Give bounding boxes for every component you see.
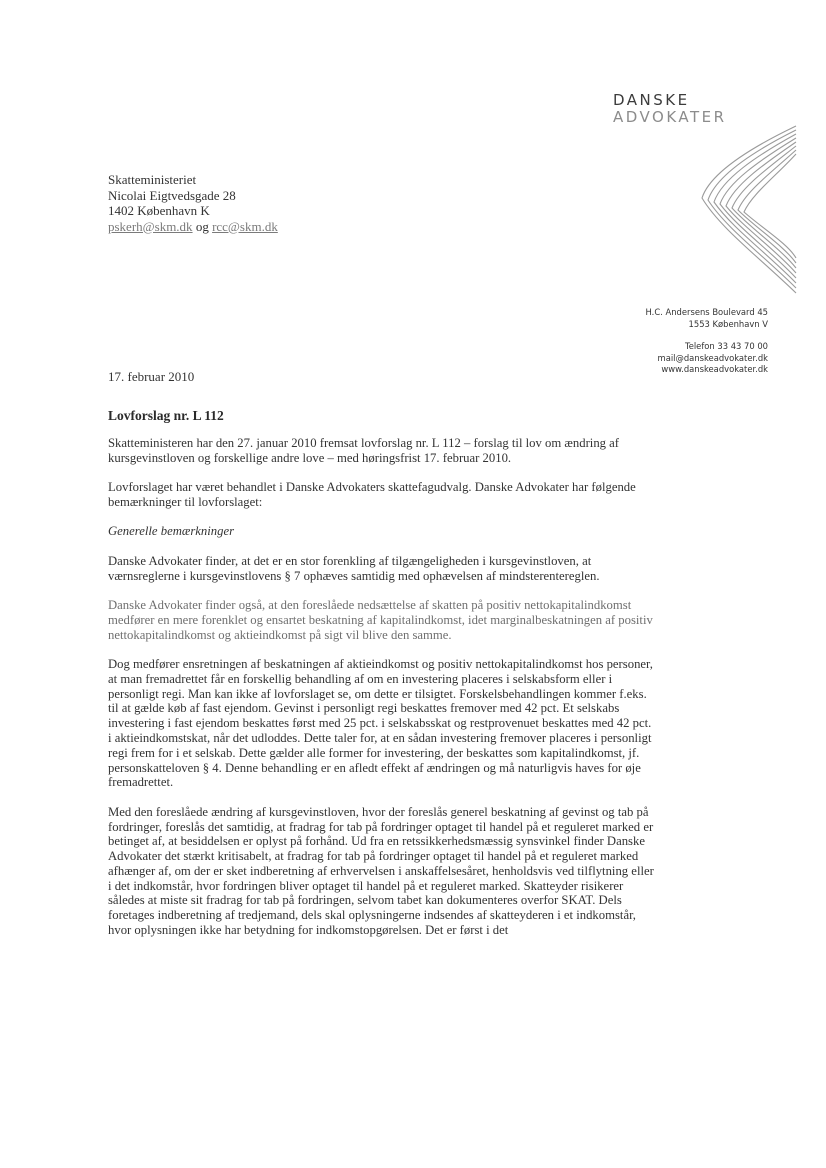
sender-spacer: [548, 330, 768, 341]
recipient-email-link-2[interactable]: rcc@skm.dk: [212, 218, 278, 234]
sender-street: H.C. Andersens Boulevard 45: [645, 307, 768, 317]
recipient-emails: [108, 219, 278, 235]
recipient-name: Skatteministeriet: [108, 172, 197, 187]
logo-line-2: ADVOKATER: [613, 108, 727, 126]
recipient-address: [108, 172, 278, 234]
logo-swoosh-graphic: [680, 118, 798, 298]
letter-body: [108, 436, 656, 938]
paragraph-simplification: Danske Advokater finder, at det er en stor forenkling af tilgængeligheden i kursgevinstloven, at værnsreglerne i kursgevinstlovens § 7 ophæves samtidig med ophævelsen af mindsterentereglen.: [108, 553, 600, 583]
sender-address: [548, 307, 768, 376]
recipient-email-link-1[interactable]: pskerh@skm.dk: [108, 218, 193, 234]
paragraph-committee: Lovforslaget har været behandlet i Danske Advokaters skattefagudvalg. Danske Advokater har følgende bemærkninger til lovforslaget:: [108, 480, 636, 509]
recipient-email-connector: og: [195, 218, 209, 234]
paragraph-capital-income: Danske Advokater finder også, at den foreslåede nedsættelse af skatten på positiv nettokapitalindkomst medfører en mere forenklet og ensartet beskatning af kapitalindkomst, idet marginalbeskatningen af positiv nettokapitalindkomst og aktieindkomst på sigt vil blive den samme.: [108, 597, 653, 642]
sender-email[interactable]: mail@danskeadvokater.dk: [657, 352, 768, 363]
paragraph-equity-income: Dog medfører ensretningen af beskatningen af aktieindkomst og positiv nettokapitalindkomst hos personer, at man fremadrettet får en forskellig behandling af om en investering placeres i selskabsform eller i personligt regi. Man kan ikke af lovforslaget se, om dette er tilsigtet. Forskelsbehandlingen kommer f.eks. til at gælde køb af fast ejendom. Gevinst i personligt regi beskattes fremover med 42 pct. Et selskabs investering i fast ejendom beskattes først med 25 pct. i selskabsskat og restprovenuet beskattes med 42 pct. i aktieindkomstskat, når det udloddes. Dette taler for, at en sådan investering fremover placeres i personligt regi frem for i et selskab. Dette gælder alle former for investering, der beskattes som kapitalindkomst, jf. personskatteloven § 4. Denne behandling er en afledt effekt af ændringen og må naturligvis haves for øje fremadrettet.: [108, 656, 653, 790]
logo-line-1: DANSKE: [613, 91, 690, 109]
paragraph-loss-deduction: Med den foreslåede ændring af kursgevinstloven, hvor der foreslås generel beskatning af gevinst og tab på fordringer, foreslås det samtidig, at fradrag for tab på fordringer optaget til handel på et reguleret marked er betinget af, at besiddelsen er oplyst på forhånd. Ud fra en retssikkerhedsmæssig synsvinkel finder Danske Advokater det stærkt kritisabelt, at fradrag for tab på fordringer optaget til handel på et reguleret marked afhænger af, om der er sket indberetning af erhvervelsen i anskaffelsesåret, henholdsvis ved tilflytning eller i det indkomstår, hvor fordringen bliver optaget til handel på et reguleret marked. Skatteyder risikerer således at miste sit fradrag for tab på fordringen, selvom tabet kan dokumenteres overfor SKAT. Dels foretages indberetning af tredjemand, dels skal oplysningerne indsendes af skatteyderen i et indkomstår, hvor oplysningen ikke har betydning for indkomstopgørelsen. Det er først i det: [108, 804, 654, 938]
section-heading-general: Generelle bemærkninger: [108, 524, 235, 539]
recipient-street: Nicolai Eigtvedsgade 28: [108, 187, 236, 203]
sender-website[interactable]: www.danskeadvokater.dk: [661, 364, 768, 374]
recipient-city: 1402 København K: [108, 203, 210, 218]
sender-city: 1553 København V: [688, 318, 768, 329]
letter-date: 17. februar 2010: [108, 369, 195, 384]
paragraph-intro: Skatteministeren har den 27. januar 2010 fremsat lovforslag nr. L 112 – forslag til lov om ændring af kursgevinstloven og forskellige andre love – med høringsfrist 17. februar 2010.: [108, 436, 620, 465]
sender-phone: Telefon 33 43 70 00: [685, 341, 768, 351]
letter-subject: Lovforslag nr. L 112: [108, 408, 224, 423]
